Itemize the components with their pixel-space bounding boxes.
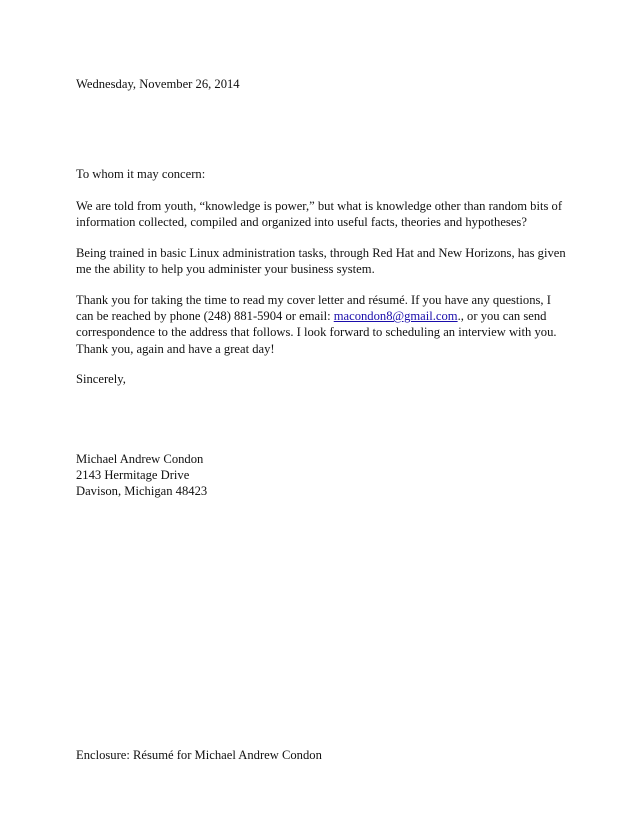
closing: Sincerely,: [76, 372, 126, 386]
paragraph-thank-you-line-1: Thank you for taking the time to read my cover letter and résumé. If you have any questions, I: [76, 293, 551, 307]
paragraph-thank-you: [76, 292, 576, 357]
paragraph-linux-line-2: me the ability to help you administer your business system.: [76, 262, 375, 277]
salutation: To whom it may concern:: [76, 167, 206, 181]
letter-date: Wednesday, November 26, 2014: [76, 77, 240, 91]
paragraph-linux-training: [76, 245, 576, 277]
paragraph-knowledge: [76, 198, 576, 230]
paragraph-thank-you-line-2: [76, 308, 576, 324]
enclosure-line: Enclosure: Résumé for Michael Andrew Condon: [76, 748, 322, 762]
email-link[interactable]: macondon8@gmail.com: [333, 309, 458, 324]
signature-city: Davison, Michigan 48423: [76, 484, 208, 499]
paragraph-knowledge-line-1: We are told from youth, “knowledge is power,” but what is knowledge other than random bits of: [76, 199, 563, 213]
signature-name: Michael Andrew Condon: [76, 452, 204, 466]
signature-block: [76, 451, 576, 500]
phone-text: can be reached by phone (248) 881-5904 or email:: [76, 309, 334, 324]
paragraph-thank-you-line-3: correspondence to the address that follows. I look forward to scheduling an interview with you.: [76, 325, 557, 340]
send-text: ., or you can send: [457, 309, 547, 324]
signature-street: 2143 Hermitage Drive: [76, 468, 190, 483]
paragraph-knowledge-line-2: information collected, compiled and organized into useful facts, theories and hypotheses?: [76, 215, 527, 230]
paragraph-thank-you-line-4: Thank you, again and have a great day!: [76, 341, 275, 356]
paragraph-linux-line-1: Being trained in basic Linux administration tasks, through Red Hat and New Horizons, has given: [76, 246, 566, 260]
